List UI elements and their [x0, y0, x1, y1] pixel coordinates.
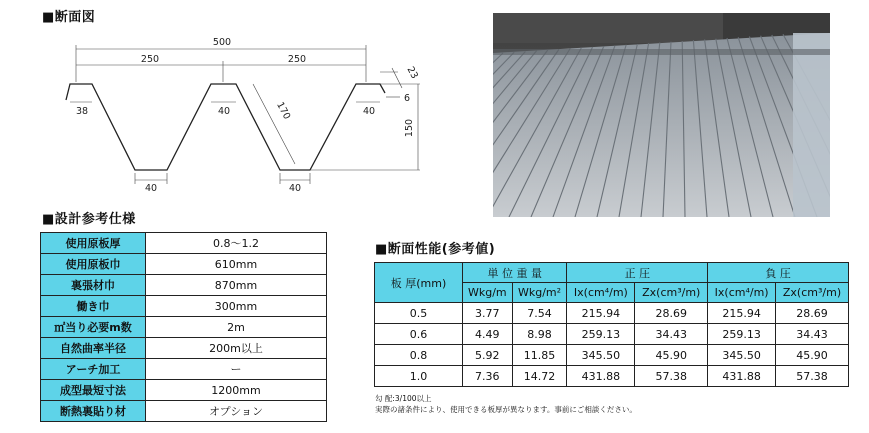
spec-row: [41, 317, 327, 338]
perf-cell: 259.13: [567, 324, 635, 345]
spec-label: アーチ加工: [41, 359, 146, 380]
spec-row: [41, 233, 327, 254]
perf-cell: 7.54: [512, 303, 567, 324]
spec-label: 使用原板厚: [41, 233, 146, 254]
perf-cell: 34.43: [776, 324, 849, 345]
dim-top-mid: 40: [217, 106, 231, 117]
dim-top-right: 40: [362, 106, 376, 117]
perf-cell: 215.94: [567, 303, 635, 324]
header-positive-pressure: 正 圧: [567, 263, 708, 283]
perf-cell: 5.92: [463, 345, 513, 366]
performance-title: ■断面性能(参考値): [375, 242, 496, 257]
dim-height: 150: [404, 118, 415, 138]
perf-cell: 4.49: [463, 324, 513, 345]
perf-cell: 34.43: [635, 324, 708, 345]
cross-section-title: ■断面図: [42, 10, 96, 25]
spec-value: 1200mm: [146, 380, 327, 401]
cross-section-diagram: [40, 28, 440, 198]
perf-row: [375, 366, 849, 387]
spec-value: 2m: [146, 317, 327, 338]
perf-cell: 57.38: [635, 366, 708, 387]
perf-subheader: Wkg/m²: [512, 283, 567, 303]
performance-table: [374, 262, 849, 387]
perf-cell: 45.90: [635, 345, 708, 366]
roof-photo: [493, 13, 830, 217]
perf-subheader: Ix(cm⁴/m): [708, 283, 776, 303]
dim-lip: 23: [404, 64, 420, 81]
perf-subheader: Zx(cm³/m): [635, 283, 708, 303]
spec-row: [41, 401, 327, 422]
dim-bottom-left: 40: [144, 183, 158, 194]
spec-value: 0.8〜1.2: [146, 233, 327, 254]
perf-cell: 57.38: [776, 366, 849, 387]
spec-label: 働き巾: [41, 296, 146, 317]
perf-subheader: Wkg/m: [463, 283, 513, 303]
spec-value: 610mm: [146, 254, 327, 275]
dim-total: 500: [212, 37, 232, 48]
perf-cell: 431.88: [708, 366, 776, 387]
spec-label: 断熱裏貼り材: [41, 401, 146, 422]
dim-half-right: 250: [287, 54, 307, 65]
perf-cell: 0.5: [375, 303, 463, 324]
spec-table: [40, 232, 327, 422]
spec-row: [41, 359, 327, 380]
spec-label: 使用原板巾: [41, 254, 146, 275]
design-spec-title: ■設計参考仕様: [42, 212, 136, 227]
spec-label: 裏張材巾: [41, 275, 146, 296]
spec-row: [41, 275, 327, 296]
perf-subheader: Zx(cm³/m): [776, 283, 849, 303]
spec-row: [41, 338, 327, 359]
perf-cell: 3.77: [463, 303, 513, 324]
header-thickness: 板 厚(mm): [375, 263, 463, 303]
perf-cell: 259.13: [708, 324, 776, 345]
spec-value: ー: [146, 359, 327, 380]
spec-value: オプション: [146, 401, 327, 422]
perf-cell: 1.0: [375, 366, 463, 387]
note-disclaimer: 実際の諸条件により、使用できる板厚が異なります。事前にご相談ください。: [375, 405, 637, 414]
perf-cell: 14.72: [512, 366, 567, 387]
spec-value: 200m以上: [146, 338, 327, 359]
perf-cell: 431.88: [567, 366, 635, 387]
perf-row: [375, 345, 849, 366]
spec-label: ㎡当り必要m数: [41, 317, 146, 338]
header-unit-weight: 単 位 重 量: [463, 263, 567, 283]
perf-cell: 345.50: [567, 345, 635, 366]
perf-cell: 8.98: [512, 324, 567, 345]
perf-row: [375, 303, 849, 324]
dim-flange-left: 38: [75, 106, 89, 117]
perf-subheader: Ix(cm⁴/m): [567, 283, 635, 303]
header-negative-pressure: 負 圧: [708, 263, 849, 283]
spec-row: [41, 380, 327, 401]
note-slope: 勾 配:3/100以上: [375, 394, 432, 403]
spec-value: 300mm: [146, 296, 327, 317]
perf-cell: 11.85: [512, 345, 567, 366]
spec-row: [41, 254, 327, 275]
spec-label: 自然曲率半径: [41, 338, 146, 359]
spec-label: 成型最短寸法: [41, 380, 146, 401]
spec-value: 870mm: [146, 275, 327, 296]
perf-row: [375, 324, 849, 345]
dim-half-left: 250: [140, 54, 160, 65]
perf-cell: 28.69: [635, 303, 708, 324]
perf-cell: 45.90: [776, 345, 849, 366]
dim-bottom-right: 40: [288, 183, 302, 194]
perf-cell: 0.8: [375, 345, 463, 366]
perf-cell: 7.36: [463, 366, 513, 387]
perf-cell: 215.94: [708, 303, 776, 324]
profile-outline: [66, 84, 385, 170]
dim-web: 170: [274, 100, 293, 122]
dim-lip-small: 6: [404, 93, 411, 104]
perf-cell: 0.6: [375, 324, 463, 345]
perf-cell: 28.69: [776, 303, 849, 324]
spec-row: [41, 296, 327, 317]
perf-cell: 345.50: [708, 345, 776, 366]
